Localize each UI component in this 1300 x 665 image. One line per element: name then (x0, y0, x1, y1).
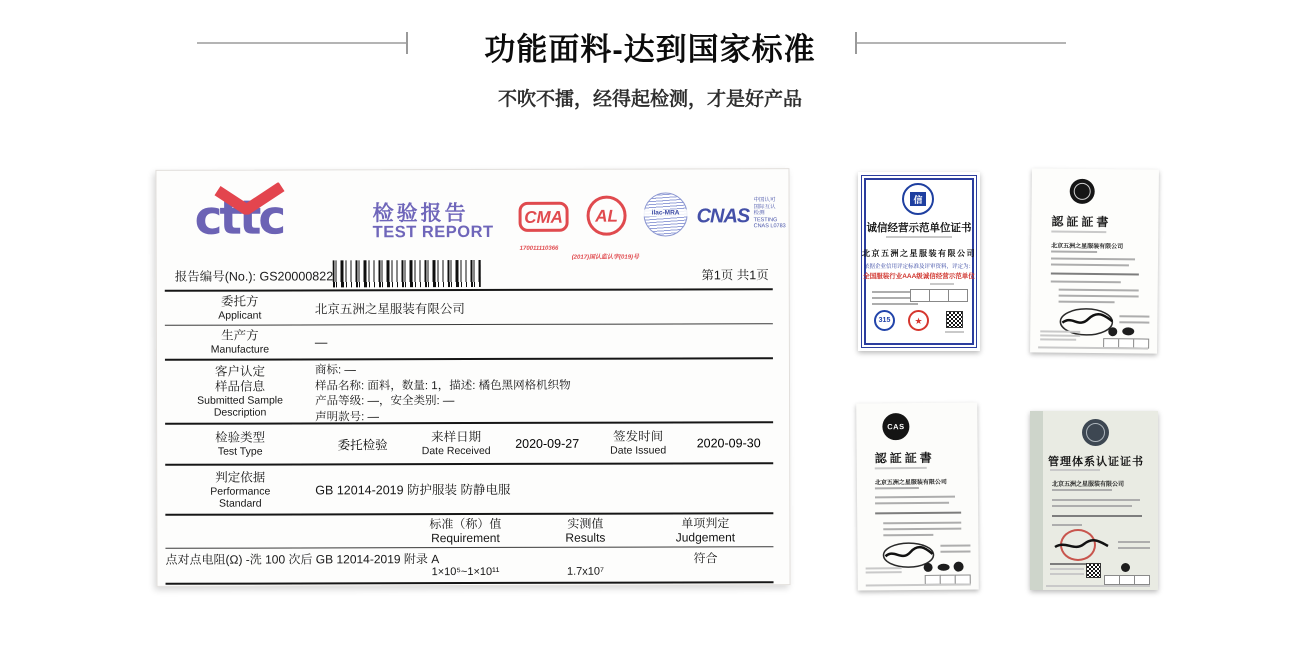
manufacture-label (165, 325, 315, 358)
text-line (1059, 289, 1139, 292)
ilac-mra-stamp-icon (644, 192, 688, 236)
col-requirement-cn: 标准（称）值 (429, 516, 502, 532)
issuer-line (1050, 568, 1084, 570)
report-title-en: TEST REPORT (372, 222, 494, 242)
text-line (875, 487, 919, 489)
cnas-logo-icon: CNAS (696, 205, 750, 228)
date-line (1119, 321, 1149, 323)
sample-label-cn2: 样品信息 (214, 379, 266, 394)
col-results-cn: 实测值 (567, 516, 604, 531)
authority-emblem-icon (1070, 179, 1095, 204)
standard-label-cn: 判定依据 (215, 470, 266, 485)
applicant-label-en: Applicant (218, 309, 262, 322)
cert-number-line (1051, 231, 1106, 234)
date-received-value: 2020-09-27 (515, 436, 580, 451)
cert-honesty-award: 全国服装行业AAA级诚信经营示范单位 (863, 273, 975, 280)
result-measured: 1.7x10⁷ (566, 565, 605, 578)
cert-honesty-company: 北京五洲之星服装有限公司 (862, 249, 976, 258)
qr-caption-line (945, 331, 964, 333)
result-item: 点对点电阻(Ω) -洗 100 次后 GB 12014-2019 附录 A (165, 552, 440, 567)
cert3-title: 認証証書 (874, 450, 935, 466)
cttc-logo: cttc (194, 190, 284, 246)
box-caption-line (930, 283, 954, 285)
accreditation-logo-icon (1108, 327, 1117, 336)
page-subtitle: 不吹不擂，经得起检测，才是好产品 (497, 89, 802, 110)
sample-label-en2: Description (213, 406, 267, 419)
col-results (525, 517, 645, 545)
text-line (1051, 281, 1121, 284)
test-type-label-cn: 检验类型 (215, 430, 266, 445)
text-line (1052, 524, 1082, 526)
cert-honesty-basis: 依据企业信用评定标准及评审资料，评定为： (863, 264, 974, 270)
sample-label-en1: Submitted Sample (197, 394, 283, 407)
col-judgement-cn: 单项判定 (681, 516, 730, 531)
test-type-label (165, 424, 315, 463)
ilac-mra-label: ilac-MRA (641, 209, 691, 216)
standard-label (165, 465, 315, 513)
text-line (1059, 295, 1139, 298)
cnas-line2: 国际互认 (753, 203, 776, 210)
cert-honesty-title: 诚信经营示范单位证书 (866, 222, 972, 234)
cert2-title: 認証証書 (1051, 214, 1112, 230)
date-line (1119, 315, 1149, 317)
text-line (1051, 251, 1097, 253)
cnas-line4: TESTING (753, 216, 778, 223)
seal-315-icon: 315 (874, 310, 895, 331)
date-line (940, 551, 970, 553)
applicant-label-cn: 委托方 (221, 294, 259, 309)
sample-line-trademark: 商标: — (314, 364, 356, 377)
sample-label-cn1: 客户认定 (214, 364, 266, 379)
cnas-info-text (754, 197, 786, 230)
cert4-side-band (1030, 411, 1043, 590)
fine-print-line (866, 571, 902, 573)
test-type-value: 委托检验 (337, 437, 388, 452)
cnas-line5: CNAS L0783 (753, 223, 786, 230)
row-applicant (165, 290, 773, 326)
date-received-label (410, 424, 502, 463)
text-line (883, 522, 961, 525)
text-line (883, 534, 933, 536)
text-line (1051, 264, 1129, 267)
standard-label-en2: Standard (218, 497, 262, 510)
date-issued-label-en: Date Issued (610, 444, 667, 457)
page-count: 第1页 共1页 (701, 268, 769, 283)
certificate-honesty (858, 172, 980, 351)
result-judgement: 符合 (693, 551, 718, 566)
text-line (1052, 489, 1112, 491)
issuer-line (1050, 563, 1090, 565)
sample-line-grade: 产品等级: —，安全类别: — (315, 395, 455, 408)
text-line (1052, 499, 1140, 501)
result-requirement: 1×10⁵~1×10¹¹ (431, 565, 500, 579)
text-line (883, 528, 961, 531)
cnas-line1: 中国认可 (753, 197, 776, 204)
certificate-renzheng-cas (856, 402, 979, 590)
sample-line-style: 声明款号: — (315, 410, 380, 423)
accreditation-logo-icon (1121, 563, 1130, 572)
date-line (940, 545, 970, 547)
certificate-management-system (1030, 411, 1158, 590)
date-issued-value: 2020-09-30 (696, 435, 761, 450)
barcode (333, 260, 481, 287)
fine-print-line (1046, 585, 1150, 587)
row-test-type (165, 423, 773, 466)
credit-emblem-glyph: 信 (910, 192, 926, 206)
row-sample-info (165, 359, 773, 425)
cma-label: CMA (524, 207, 563, 227)
accreditation-logo-icon (938, 564, 950, 571)
manufacture-label-cn: 生产方 (221, 328, 259, 343)
fine-print-line (866, 584, 971, 586)
cert4-company: 北京五洲之星服装有限公司 (1052, 482, 1125, 488)
standard-value: GB 12014-2019 防护服装 防静电服 (315, 482, 511, 498)
qr-code-icon (946, 311, 963, 328)
manufacture-label-en: Manufacture (210, 343, 270, 356)
standard-line (875, 512, 961, 515)
date-received-label-en: Date Received (421, 444, 491, 458)
accreditation-logo-icon (1122, 327, 1134, 335)
sample-line-name: 样品名称: 面料，数量: 1，描述: 橘色黑网格机织物 (315, 379, 571, 392)
report-number: 报告编号(No.): GS20000822 (174, 269, 334, 284)
cert3-company: 北京五洲之星服装有限公司 (874, 479, 947, 487)
date-issued-label-cn: 签发时间 (613, 429, 664, 444)
date-line (872, 297, 914, 299)
text-line (875, 496, 955, 499)
accreditation-logo-icon (954, 562, 964, 572)
col-results-en: Results (565, 530, 606, 545)
col-requirement (385, 517, 545, 545)
row-manufacture (165, 324, 773, 361)
credit-emblem-icon (902, 183, 934, 215)
cas-logo-icon: CAS (882, 413, 909, 440)
cert4-title: 管理体系认证证书 (1048, 456, 1144, 468)
row-result-values (165, 564, 773, 585)
applicant-value: 北京五洲之星服装有限公司 (314, 301, 465, 316)
authority-emblem-icon (1082, 419, 1109, 446)
seal-star-icon: ★ (908, 310, 929, 331)
col-judgement-en: Judgement (675, 530, 736, 545)
al-stamp-icon (571, 196, 640, 261)
row-result-headers (165, 514, 773, 549)
standard-line (1052, 515, 1142, 517)
validity-check-boxes (911, 289, 968, 302)
cert-number-line (875, 467, 927, 469)
cert-number-line (1050, 469, 1100, 471)
certificate-renzheng-1 (1030, 168, 1159, 353)
row-standard (165, 464, 773, 516)
fine-print-line (1040, 330, 1080, 332)
fine-print-line (866, 567, 902, 569)
cert-number-line (886, 236, 952, 238)
standard-line (1051, 273, 1139, 276)
text-line (1051, 258, 1135, 261)
col-requirement-en: Requirement (431, 530, 500, 546)
applicant-label (165, 291, 315, 324)
al-number: (2017)国认监认字(019)号 (571, 254, 640, 261)
standard-label-en1: Performance (210, 485, 271, 498)
fine-print-line (1038, 346, 1148, 349)
date-received-label-cn: 来样日期 (431, 429, 482, 445)
cert2-company: 北京五洲之星服装有限公司 (1051, 243, 1124, 251)
website-line (872, 303, 918, 305)
text-line (875, 502, 949, 505)
date-line (1118, 541, 1150, 543)
signature-icon (1052, 537, 1110, 555)
cma-number: 170011110366 (519, 245, 559, 252)
qr-code-icon (1086, 563, 1101, 578)
col-judgement (640, 516, 770, 544)
manufacture-value: — (314, 334, 328, 349)
date-line (1118, 547, 1150, 549)
sample-label (165, 360, 315, 422)
issuer-line (1050, 573, 1084, 575)
cma-stamp-icon (519, 202, 569, 252)
test-report-document (155, 168, 790, 587)
text-line (1052, 505, 1132, 507)
fine-print-line (1040, 338, 1076, 340)
page-title: 功能面料-达到国家标准 (484, 32, 816, 67)
report-table (165, 288, 774, 585)
cnas-line3: 检测 (753, 210, 765, 217)
text-line (1059, 301, 1115, 304)
test-type-label-en: Test Type (217, 445, 263, 458)
cttc-check-icon (212, 182, 286, 214)
accreditation-logo-icon (924, 563, 933, 572)
fine-print-line (1040, 334, 1080, 336)
report-title-cn: 检验报告 (372, 202, 469, 226)
row-result-item (165, 547, 773, 566)
al-label: AL (595, 206, 618, 226)
date-issued-label (592, 423, 684, 462)
sample-description (315, 360, 571, 423)
accreditation-boxes (1105, 575, 1150, 585)
date-line (872, 291, 914, 293)
